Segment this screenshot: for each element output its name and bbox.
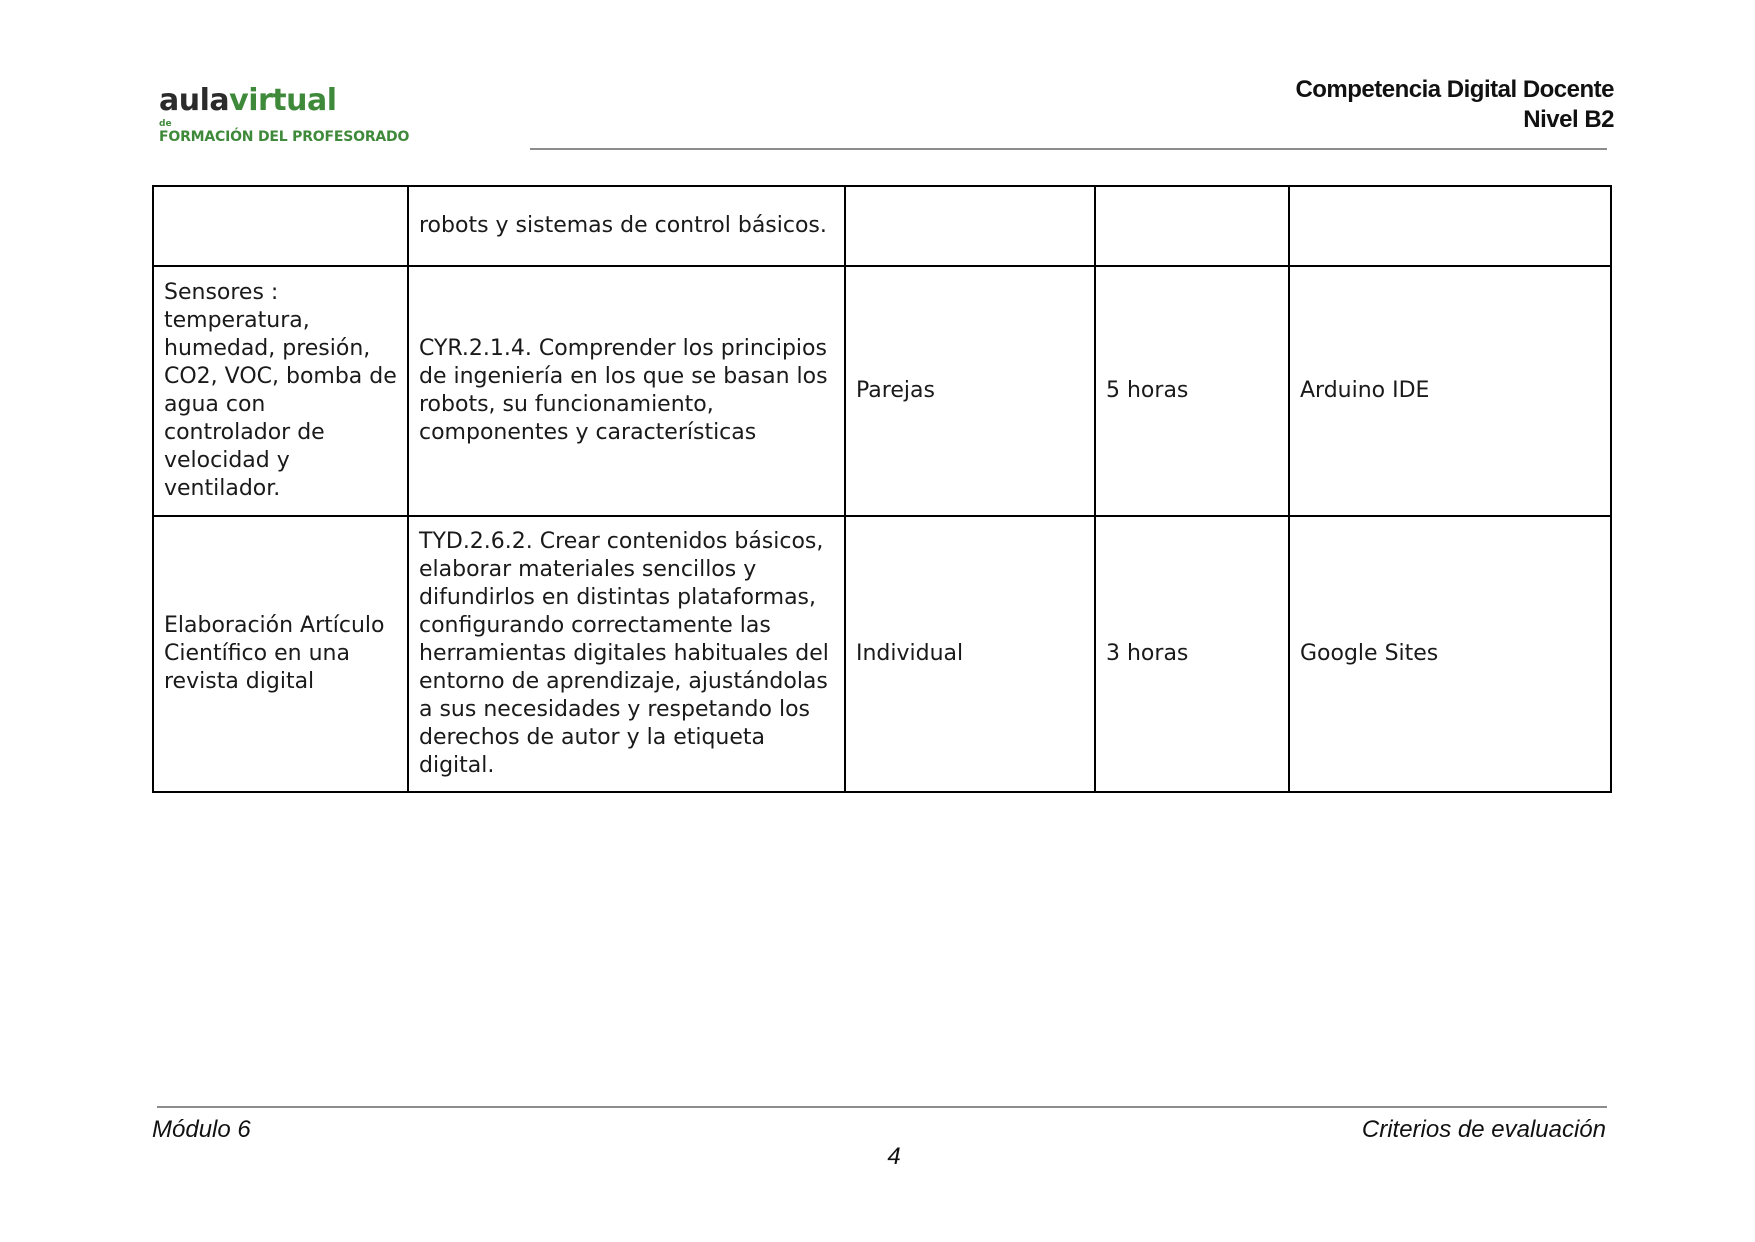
table-row	[153, 516, 1611, 792]
title-line-2: Nivel B2	[1523, 106, 1614, 133]
title-line-1: Competencia Digital Docente	[1295, 76, 1614, 103]
table-cell: Google Sites	[1289, 516, 1611, 792]
logo-virtual: virtual	[229, 83, 337, 118]
table-cell	[1095, 186, 1289, 266]
logo-aula: aula	[159, 83, 230, 118]
table-cell	[845, 186, 1095, 266]
table-cell: Parejas	[845, 266, 1095, 516]
evaluation-table	[152, 185, 1612, 793]
table-cell: TYD.2.6.2. Crear contenidos básicos, elaborar materiales sencillos y difundirlos en distintas plataformas, configurando correctamente las herramientas digitales habituales del entorno de aprendizaje, ajustándolas a sus necesidades y respetando los derechos de autor y la etiqueta digital.	[408, 516, 845, 792]
table-cell: Arduino IDE	[1289, 266, 1611, 516]
logo-de: de	[159, 119, 172, 129]
logo-subtitle: FORMACIÓN DEL PROFESORADO	[159, 129, 410, 145]
table-cell	[153, 186, 408, 266]
table-cell: 3 horas	[1095, 516, 1289, 792]
table-cell: robots y sistemas de control básicos.	[408, 186, 845, 266]
table-cell: Individual	[845, 516, 1095, 792]
table-cell: Sensores : temperatura, humedad, presión, CO2, VOC, bomba de agua con controlador de velocidad y ventilador.	[153, 266, 408, 516]
footer-module: Módulo 6	[152, 1116, 251, 1143]
table-cell: Elaboración Artículo Científico en una revista digital	[153, 516, 408, 792]
page-number: 4	[887, 1143, 901, 1170]
table-row	[153, 266, 1611, 516]
table-cell	[1289, 186, 1611, 266]
table-cell: 5 horas	[1095, 266, 1289, 516]
footer-section: Criterios de evaluación	[1361, 1116, 1606, 1143]
aulavirtual-logo	[159, 83, 410, 145]
footer-divider	[157, 1106, 1607, 1108]
logo-wordmark	[159, 83, 409, 118]
table-row	[153, 186, 1611, 266]
table-cell: CYR.2.1.4. Comprender los principios de ingeniería en los que se basan los robots, su funcionamiento, componentes y características	[408, 266, 845, 516]
header-divider	[530, 148, 1607, 150]
document-title	[1295, 75, 1614, 135]
